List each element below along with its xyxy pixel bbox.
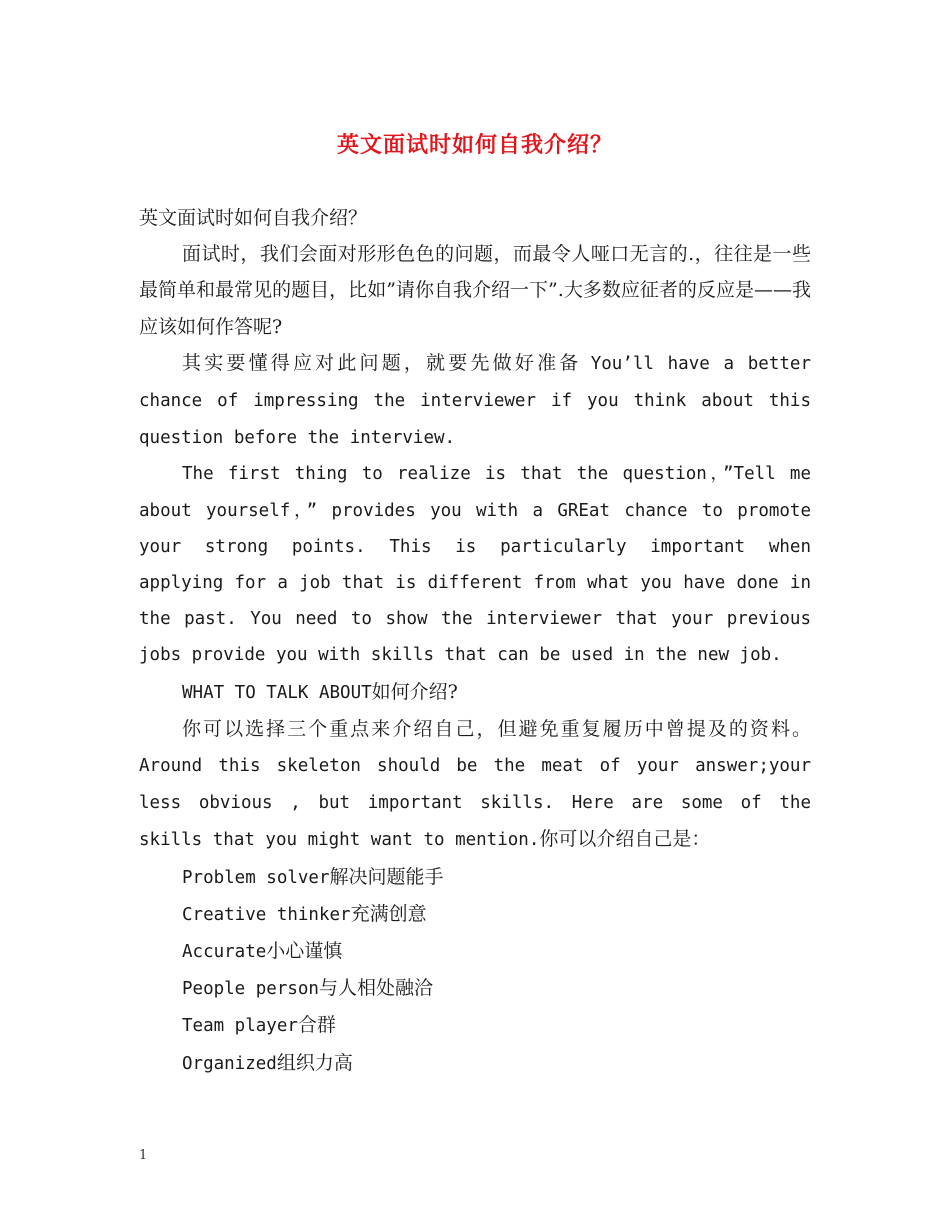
paragraph-intro: 面试时，我们会面对形形色色的问题，而最令人哑口无言的.，往往是一些最简单和最常见的题目，比如”请你自我介绍一下”.大多数应征者的反应是——我应该如何作答呢? (139, 243, 811, 338)
list-item (139, 1007, 811, 1044)
paragraph-first-thing: The first thing to realize is that the question，”Tell me about yourself，” provides you with a GREat chance to promote your strong points. This is particularly important when applying for a job that is different from what you have done in the past. You need to show the interviewer that your previous jobs provide you with skills that can be used in the new job. (139, 464, 811, 666)
skill-cn: 组织力高 (276, 1051, 353, 1074)
skill-en: Creative thinker (182, 904, 351, 925)
paragraph-preparation-en: You’ll have a better chance of impressing the interviewer if you think about this question before the interview. (139, 353, 811, 449)
skill-en: Organized (182, 1053, 277, 1074)
skill-cn: 与人相处融洽 (318, 977, 433, 1000)
list-item (139, 933, 811, 970)
skills-intro-en: Around this skeleton should be the meat of your answer;your less obvious , but important skills. Here are some of the skills that you might want to mention. (139, 756, 811, 851)
skill-cn: 充满创意 (350, 902, 427, 925)
skill-en: Problem solver (182, 867, 330, 888)
what-to-talk-about-heading (139, 674, 811, 711)
list-item (139, 896, 811, 933)
skills-intro-cn: 你可以选择三个重点来介绍自己，但避免重复履历中曾提及的资料。 (182, 717, 811, 740)
document-body (139, 200, 811, 1082)
what-to-talk-about-cn: 如何介绍? (371, 680, 458, 703)
skills-intro-cn-end: 你可以介绍自己是： (539, 828, 711, 851)
paragraph-skills-intro (139, 711, 811, 859)
skill-en: Team player (182, 1016, 298, 1037)
what-to-talk-about-en: WHAT TO TALK ABOUT (182, 682, 372, 703)
paragraph-preparation-cn: 其实要懂得应对此问题，就要先做好准备 (182, 351, 582, 374)
paragraph-preparation (139, 345, 811, 457)
skill-cn: 解决问题能手 (329, 865, 444, 888)
list-item (139, 859, 811, 896)
page-number: 1 (139, 1148, 148, 1163)
skill-en: People person (182, 979, 319, 1000)
skill-cn: 小心谨慎 (266, 940, 343, 963)
skill-cn: 合群 (297, 1014, 336, 1037)
list-item (139, 970, 811, 1007)
document-title: 英文面试时如何自我介绍？ (336, 132, 613, 158)
list-item (139, 1045, 811, 1082)
section-heading: 英文面试时如何自我介绍？ (139, 207, 368, 229)
skill-en: Accurate (182, 942, 267, 963)
